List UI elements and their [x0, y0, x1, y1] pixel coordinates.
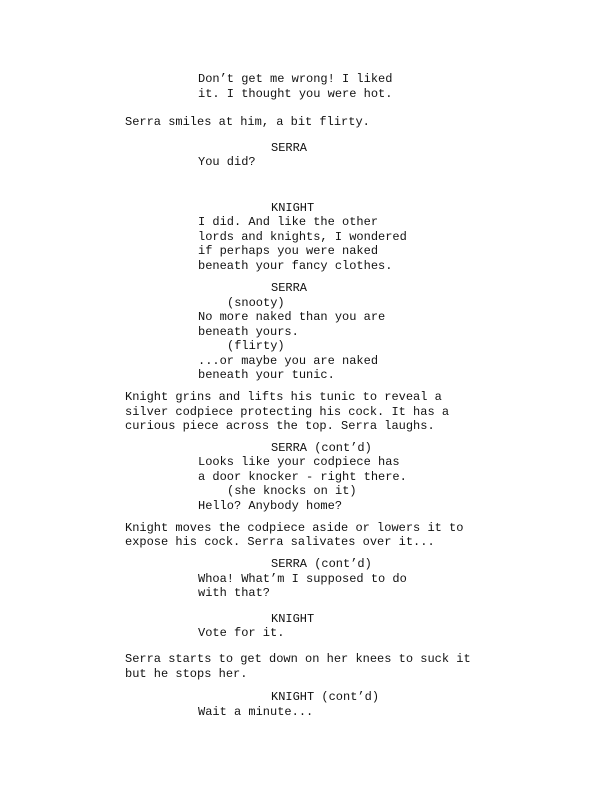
action-line: curious piece across the top. Serra laughs. — [125, 419, 435, 433]
action-line: Knight grins and lifts his tunic to reveal a — [125, 390, 442, 404]
parenthetical: (flirty) — [227, 339, 285, 353]
dialogue-line: I did. And like the other — [198, 215, 379, 229]
dialogue-line: with that? — [198, 586, 271, 600]
character-name: SERRA — [271, 281, 308, 295]
dialogue-line: Looks like your codpiece has — [198, 455, 400, 469]
dialogue-line: ...or maybe you are naked — [198, 354, 379, 368]
parenthetical: (snooty) — [227, 296, 285, 310]
parenthetical: (she knocks on it) — [227, 484, 357, 498]
dialogue-line: No more naked than you are — [198, 310, 386, 324]
dialogue-line: if perhaps you were naked — [198, 244, 379, 258]
dialogue-line: beneath yours. — [198, 325, 299, 339]
dialogue-line: Wait a minute... — [198, 705, 314, 719]
dialogue-line: You did? — [198, 155, 256, 169]
action-line: Serra starts to get down on her knees to suck it — [125, 652, 471, 666]
action-line: Serra smiles at him, a bit flirty. — [125, 115, 370, 129]
dialogue-line: Whoa! What’m I supposed to do — [198, 572, 407, 586]
dialogue-line: lords and knights, I wondered — [198, 230, 407, 244]
action-line: silver codpiece protecting his cock. It has a — [125, 405, 450, 419]
character-name: SERRA (cont’d) — [271, 441, 372, 455]
character-name: SERRA — [271, 141, 308, 155]
action-line: but he stops her. — [125, 667, 248, 681]
character-name: KNIGHT — [271, 201, 315, 215]
action-line: expose his cock. Serra salivates over it... — [125, 535, 435, 549]
character-name: SERRA (cont’d) — [271, 557, 372, 571]
action-line: Knight moves the codpiece aside or lowers it to — [125, 521, 464, 535]
dialogue-line: Hello? Anybody home? — [198, 499, 343, 513]
dialogue-line: Don’t get me wrong! I liked — [198, 72, 393, 86]
dialogue-line: beneath your fancy clothes. — [198, 259, 393, 273]
character-name: KNIGHT — [271, 612, 315, 626]
character-name: KNIGHT (cont’d) — [271, 690, 380, 704]
dialogue-line: a door knocker - right there. — [198, 470, 407, 484]
dialogue-line: Vote for it. — [198, 626, 285, 640]
dialogue-line: it. I thought you were hot. — [198, 87, 393, 101]
dialogue-line: beneath your tunic. — [198, 368, 335, 382]
